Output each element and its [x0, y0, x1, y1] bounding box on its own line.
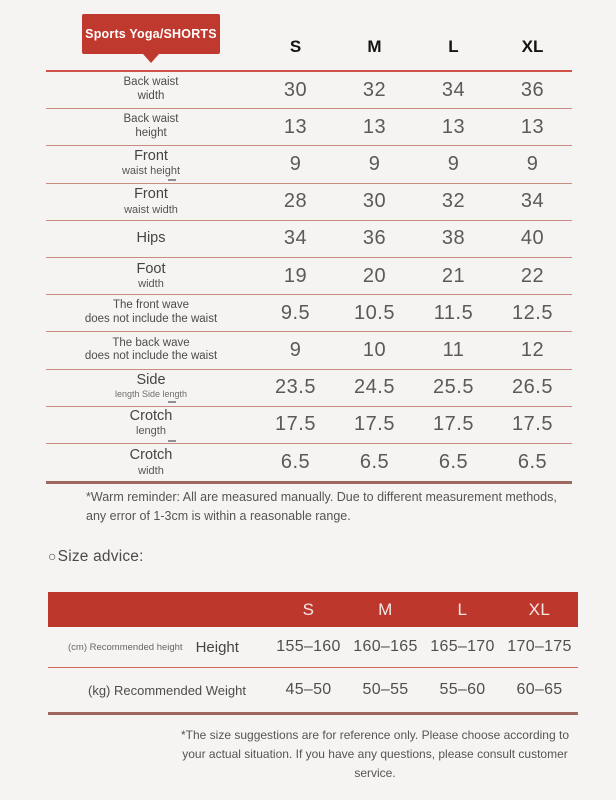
cell-value: 13: [441, 115, 466, 138]
size-column-l: L: [448, 37, 459, 56]
row-label-main: Crotch: [129, 407, 173, 424]
size-column-m: M: [367, 37, 382, 56]
table-row: [46, 146, 572, 183]
cell-value: 13: [520, 115, 545, 138]
cell-value: 36: [520, 78, 545, 101]
size-advice-table: [48, 627, 578, 715]
table-row: [46, 370, 572, 407]
cell-value: 19: [283, 264, 308, 287]
size-column-xl: XL: [521, 37, 544, 56]
advice-row: [48, 627, 578, 668]
cell-value: 12.5: [512, 301, 553, 324]
row-label-sub: does not include the waist: [84, 313, 218, 326]
cell-value: 23.5: [275, 376, 316, 399]
size-table-header: [46, 34, 572, 60]
row-label-sub: width: [138, 278, 164, 291]
row-label-main: The back wave: [112, 336, 190, 349]
row-label-sub: length Side length: [114, 389, 188, 400]
cell-value: 25.5: [433, 376, 474, 399]
cell-value: 34: [520, 190, 545, 213]
cell-value: 28: [283, 190, 308, 213]
row-label-sub: waist width: [124, 203, 178, 216]
advice-cell-value: 45–50: [285, 681, 332, 698]
size-advice-heading-label: Size advice:: [57, 548, 144, 565]
cell-value: 6.5: [359, 450, 390, 473]
cell-value: 6.5: [280, 450, 311, 473]
cell-value: 9: [289, 338, 302, 361]
advice-cell-value: 155–160: [276, 638, 341, 655]
table-row: [46, 444, 572, 481]
table-row: [46, 221, 572, 258]
row-label-sub: does not include the waist: [84, 350, 218, 363]
size-column-s: S: [289, 37, 302, 56]
table-row: [46, 295, 572, 332]
cell-value: 6.5: [438, 450, 469, 473]
row-label-main: Front: [134, 186, 168, 203]
row-label-main: Back waist: [123, 76, 179, 89]
cell-value: 17.5: [354, 413, 395, 436]
cell-value: 24.5: [354, 376, 395, 399]
row-label: [46, 113, 256, 141]
row-label: [46, 76, 256, 104]
table-row: [46, 258, 572, 295]
cell-value: 13: [362, 115, 387, 138]
row-label: [46, 230, 256, 247]
advice-row-label: [48, 639, 270, 656]
cell-value: 40: [520, 227, 545, 250]
advice-cell-value: 60–65: [516, 681, 563, 698]
advice-label-small: (kg) Recommended Weight: [88, 682, 246, 698]
cell-value: 11.5: [433, 301, 474, 324]
advice-cell-value: 170–175: [507, 638, 572, 655]
cell-value: 9: [447, 152, 460, 175]
table-row: [46, 184, 572, 221]
underline-mark: [168, 440, 176, 442]
cell-value: 32: [362, 78, 387, 101]
size-measurement-table: [46, 70, 572, 484]
underline-mark: [168, 179, 176, 181]
cell-value: 13: [283, 115, 308, 138]
row-label-main: Side: [136, 372, 166, 388]
cell-value: 26.5: [512, 376, 553, 399]
row-label: [46, 447, 256, 478]
row-label: [46, 408, 256, 442]
cell-value: 12: [520, 338, 545, 361]
cell-value: 22: [520, 264, 545, 287]
advice-column-xl: XL: [528, 599, 551, 619]
cell-value: 17.5: [433, 413, 474, 436]
row-label-sub: length: [136, 425, 166, 438]
table-row: [46, 407, 572, 444]
row-label: [46, 299, 256, 327]
cell-value: 34: [283, 227, 308, 250]
advice-row-label: [48, 683, 270, 698]
advice-column-s: S: [302, 599, 315, 619]
cell-value: 11: [442, 338, 465, 361]
cell-value: 9: [289, 152, 302, 175]
row-label-sub: width: [138, 464, 164, 477]
row-label: [46, 186, 256, 217]
size-suggestion-note: *The size suggestions are for reference only. Please choose according to your actual situation. If you have any questions, please consult customer service.: [181, 728, 569, 781]
size-advice-header-bar: [48, 592, 578, 627]
cell-value: 10: [362, 338, 387, 361]
advice-row: [48, 668, 578, 712]
underline-mark: [168, 401, 176, 403]
row-label-main: Back waist: [123, 113, 179, 126]
row-label-sub: width: [137, 90, 165, 103]
advice-column-l: L: [457, 599, 468, 619]
cell-value: 17.5: [275, 413, 316, 436]
table-row: [46, 72, 572, 109]
advice-label-small: (cm) Recommended height: [68, 641, 183, 653]
advice-label-main: Height: [195, 638, 239, 656]
row-label-sub: height: [135, 127, 167, 140]
row-label: [46, 337, 256, 365]
row-label-main: Hips: [136, 230, 166, 247]
cell-value: 34: [441, 78, 466, 101]
advice-cell-value: 165–170: [430, 638, 495, 655]
table-row: [46, 109, 572, 146]
warm-reminder-note: *Warm reminder: All are measured manually. Due to different measurement methods, any error of 1-3cm is within a reasonable range.: [86, 490, 557, 524]
cell-value: 20: [362, 264, 387, 287]
cell-value: 21: [441, 264, 466, 287]
circle-icon: ○: [48, 548, 57, 564]
cell-value: 9: [526, 152, 539, 175]
cell-value: 30: [283, 78, 308, 101]
row-label: [46, 261, 256, 292]
cell-value: 30: [362, 190, 387, 213]
row-label: [46, 148, 256, 182]
row-label-sub: waist height: [121, 165, 181, 178]
cell-value: 17.5: [512, 413, 553, 436]
advice-column-m: M: [378, 599, 393, 619]
product-badge-label: Sports Yoga/SHORTS: [85, 27, 217, 41]
row-label-main: Foot: [136, 260, 166, 277]
advice-cell-value: 55–60: [439, 681, 486, 698]
cell-value: 9: [368, 152, 381, 175]
row-label-main: Crotch: [129, 447, 173, 464]
table-row: [46, 332, 572, 369]
advice-cell-value: 50–55: [362, 681, 409, 698]
cell-value: 9.5: [280, 301, 311, 324]
advice-cell-value: 160–165: [353, 638, 418, 655]
row-label-main: The front wave: [112, 299, 190, 312]
cell-value: 32: [441, 190, 466, 213]
size-advice-heading: [48, 548, 144, 566]
cell-value: 6.5: [517, 450, 548, 473]
row-label-main: Front: [134, 147, 168, 164]
cell-value: 36: [362, 227, 387, 250]
cell-value: 10.5: [354, 301, 395, 324]
cell-value: 38: [441, 227, 466, 250]
row-label: [46, 372, 256, 403]
